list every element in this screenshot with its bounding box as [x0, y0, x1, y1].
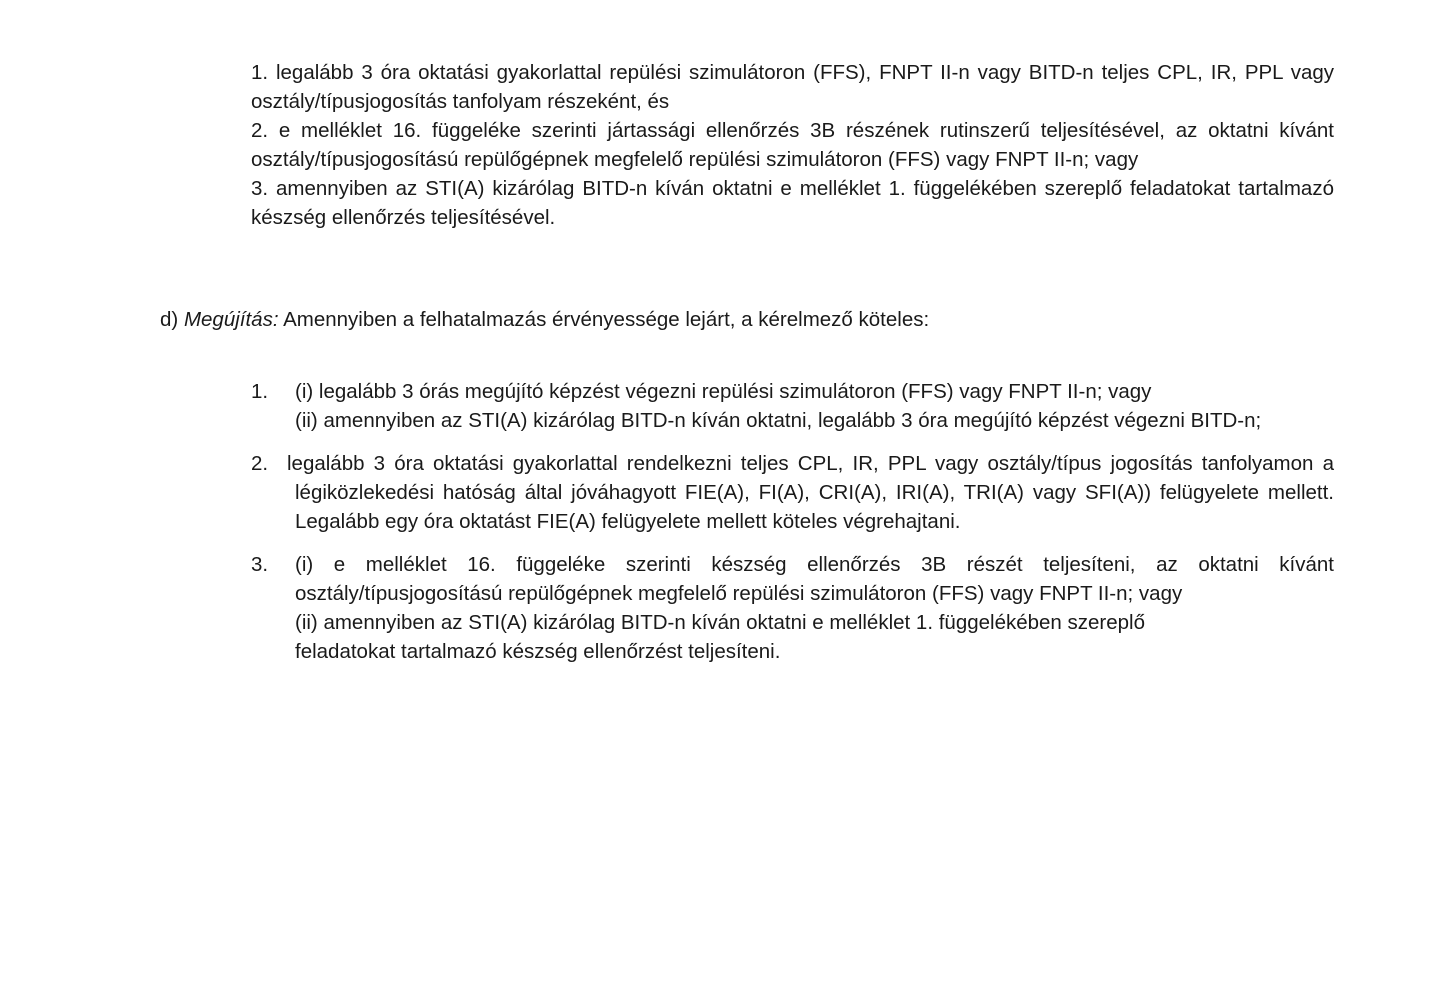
renewal-item-3 [251, 550, 1334, 666]
renewal-item-1 [251, 377, 1334, 435]
renewal-item-number: 3. [251, 553, 269, 576]
top-list-item-3: 3. amennyiben az STI(A) kizárólag BITD-n kíván oktatni e melléklet 1. függelékében szereplő feladatokat tartalmazó készség ellenőrzés teljesítésével. [251, 177, 1334, 229]
section-d-heading [160, 305, 1340, 334]
top-list-item-2: 2. e melléklet 16. függeléke szerinti jártassági ellenőrzés 3B részének rutinszerű teljesítésével, az oktatni kívánt osztály/típusjogosítású repülőgépnek megfelelő repülési szimulátoron (FFS) vagy FNPT II-n; vagy [251, 119, 1334, 171]
renewal-item-3-paragraph-1: (i) e melléklet 16. függeléke szerinti készség ellenőrzés 3B részét teljesíteni, az oktatni kívánt osztály/típusjogosítású repülőgépnek megfelelő repülési szimulátoron (FFS) vagy FNPT II-n; vagy [295, 553, 1334, 605]
renewal-item-number: 2. [251, 452, 269, 475]
renewal-list [251, 377, 1334, 666]
renewal-item-body [287, 449, 1334, 536]
top-list-item-1: 1. legalább 3 óra oktatási gyakorlattal repülési szimulátoron (FFS), FNPT II-n vagy BITD-n teljes CPL, IR, PPL vagy osztály/típusjogosítás tanfolyam részeként, és [251, 61, 1334, 113]
renewal-item-3-paragraph-2: (ii) amennyiben az STI(A) kizárólag BITD-n kíván oktatni e melléklet 1. függelékében szereplő feladatokat tartalmazó készség ellenőrzést teljesíteni. [295, 611, 1146, 663]
section-d-prefix: d) [160, 308, 184, 331]
renewal-item-body [295, 377, 1334, 435]
renewal-item-1-paragraph-2: (ii) amennyiben az STI(A) kizárólag BITD-n kíván oktatni, legalább 3 óra megújító képzést végezni BITD-n; [295, 409, 1262, 432]
renewal-item-number: 1. [251, 380, 269, 403]
renewal-item-1-paragraph-1: (i) legalább 3 órás megújító képzést végezni repülési szimulátoron (FFS) vagy FNPT II-n; vagy [295, 380, 1152, 403]
top-numbered-list [251, 58, 1334, 232]
renewal-item-2-paragraph-1: legalább 3 óra oktatási gyakorlattal rendelkezni teljes CPL, IR, PPL vagy osztály/típus jogosítás tanfolyamon a légiközlekedési hatóság által jóváhagyott FIE(A), FI(A), CRI(A), IRI(A), TRI(A) vagy SFI(A)) felügyelete mellett. Legalább egy óra oktatást FIE(A) felügyelete mellett köteles végrehajtani. [287, 452, 1334, 533]
section-d-title: Megújítás: [183, 308, 279, 331]
renewal-item-body [295, 550, 1334, 666]
section-d-text: Amennyiben a felhatalmazás érvényessége lejárt, a kérelmező köteles: [278, 308, 930, 331]
renewal-item-2 [251, 449, 1334, 536]
